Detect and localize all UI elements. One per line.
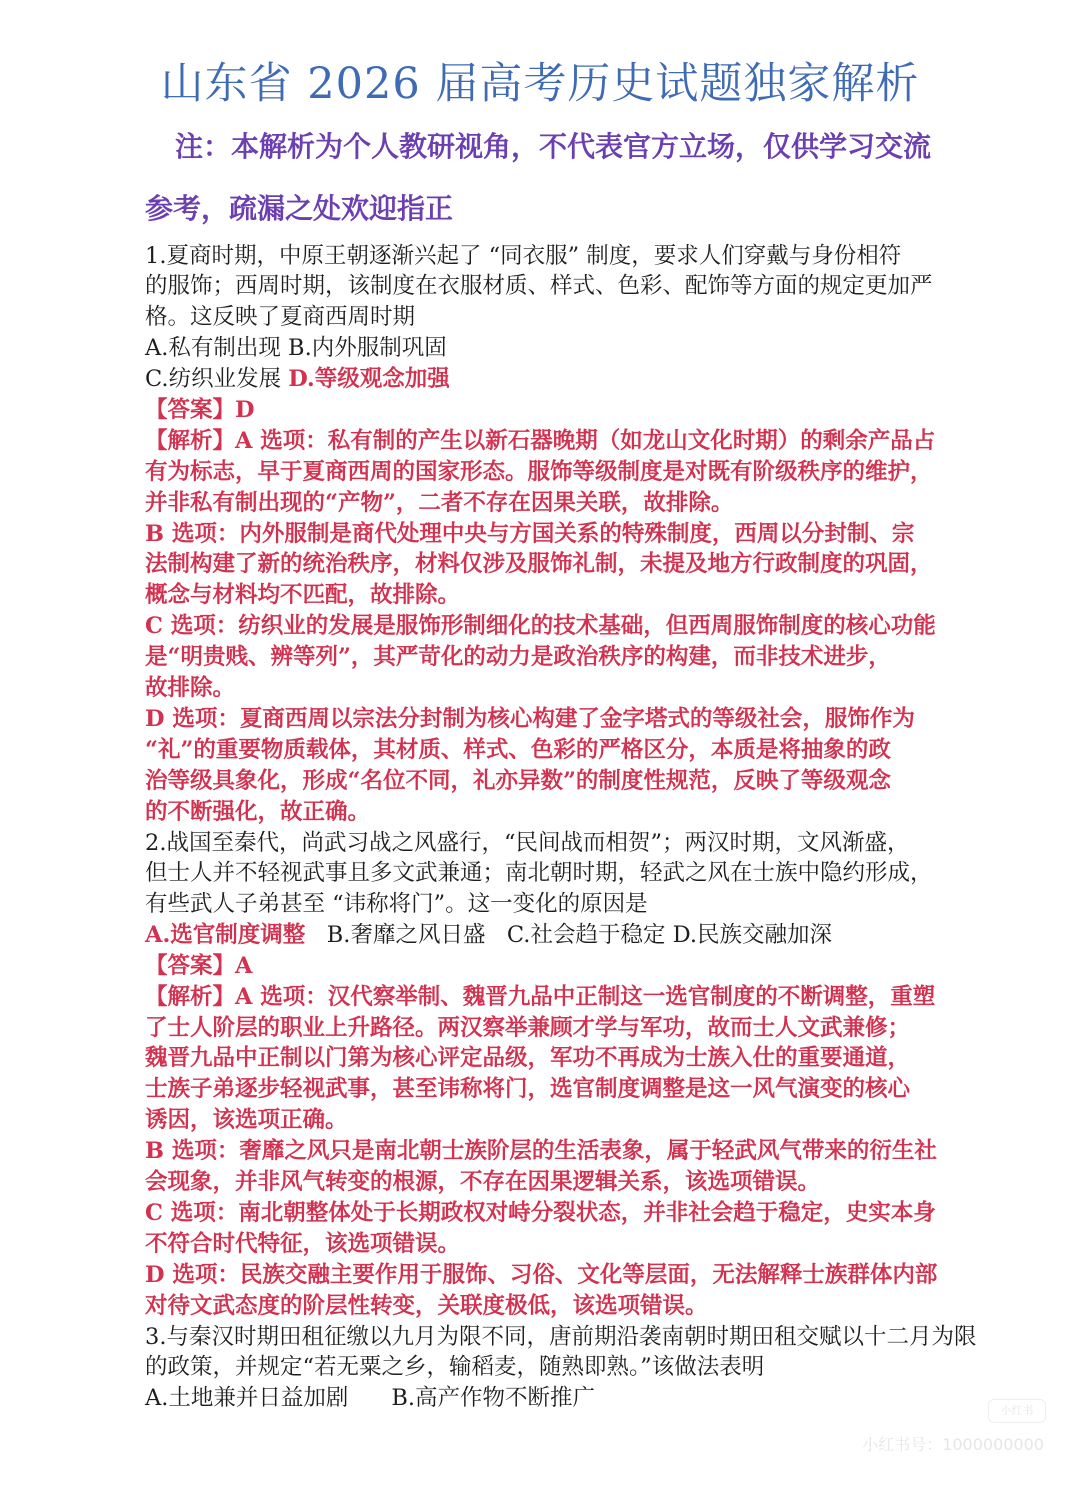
q2-analysis-line: 士族子弟逐步轻视武事，甚至讳称将门，选官制度调整是这一风气演变的核心 bbox=[145, 1076, 911, 1102]
q1-analysis-line: 概念与材料均不匹配，故排除。 bbox=[145, 582, 461, 608]
q2-analysis-line: 不符合时代特征，该选项错误。 bbox=[145, 1231, 461, 1257]
q2-analysis-line: D 选项：民族交融主要作用于服饰、习俗、文化等层面，无法解释士族群体内部 bbox=[145, 1262, 938, 1288]
q1-analysis-line: 有为标志，早于夏商西周的国家形态。服饰等级制度是对既有阶级秩序的维护， bbox=[145, 459, 933, 485]
q1-options-cd bbox=[145, 364, 975, 394]
q2-analysis-line: B 选项：奢靡之风只是南北朝士族阶层的生活表象，属于轻武风气带来的衍生社 bbox=[145, 1138, 937, 1164]
q1-analysis-line: 的不断强化，故正确。 bbox=[145, 799, 371, 825]
q1-analysis-line: 是“明贵贱、辨等列”，其严苛化的动力是政治秩序的构建，而非技术进步， bbox=[145, 644, 891, 670]
q1-stem-line: 格。这反映了夏商西周时期 bbox=[145, 304, 416, 330]
q1-analysis-line: 【解析】A 选项：私有制的产生以新石器晚期（如龙山文化时期）的剩余产品占 bbox=[145, 428, 936, 454]
q2-analysis-line: 对待文武态度的阶层性转变，关联度极低，该选项错误。 bbox=[145, 1293, 708, 1319]
q1-options-ab: A.私有制出现 B.内外服制巩固 bbox=[145, 335, 447, 361]
q1-stem-line: 的服饰；西周时期，该制度在衣服材质、样式、色彩、配饰等方面的规定更加严 bbox=[145, 273, 933, 299]
watermark-logo: 小红书 bbox=[988, 1399, 1046, 1423]
q2-analysis-line: 会现象，并非风气转变的根源，不存在因果逻辑关系，该选项错误。 bbox=[145, 1169, 821, 1195]
q1-analysis-line: 法制构建了新的统治秩序，材料仅涉及服饰礼制，未提及地方行政制度的巩固， bbox=[145, 551, 933, 577]
q2-analysis-line: 【解析】A 选项：汉代察举制、魏晋九品中正制这一选官制度的不断调整，重塑 bbox=[145, 984, 936, 1010]
disclaimer-note-line-2: 参考，疏漏之处欢迎指正 bbox=[145, 192, 454, 225]
q3-stem-line: 的政策，并规定“若无粟之乡，输稻麦，随熟即熟。”该做法表明 bbox=[145, 1354, 765, 1380]
q1-answer: 【答案】D bbox=[145, 397, 255, 423]
page-title: 山东省 2026 届高考历史试题独家解析 bbox=[160, 59, 920, 109]
q2-analysis-line: 诱因，该选项正确。 bbox=[145, 1107, 348, 1133]
q1-analysis-line: “礼”的重要物质载体，其材质、样式、色彩的严格区分，本质是将抽象的政 bbox=[145, 737, 891, 763]
q2-option-a-correct: A.选官制度调整 bbox=[145, 922, 306, 948]
watermark-text: 小红书号：1000000000 bbox=[862, 1435, 1044, 1454]
q2-analysis-line: 魏晋九品中正制以门第为核心评定品级，军功不再成为士族入仕的重要通道， bbox=[145, 1045, 911, 1071]
q1-option-c: C.纺织业发展 bbox=[145, 366, 289, 392]
q2-analysis-line: 了士人阶层的职业上升路径。两汉察举兼顾才学与军功，故而士人文武兼修； bbox=[145, 1015, 911, 1041]
q2-answer: 【答案】A bbox=[145, 953, 253, 979]
q1-analysis-line: 并非私有制出现的“产物”，二者不存在因果关联，故排除。 bbox=[145, 490, 734, 516]
q3-stem-line: 3.与秦汉时期田租征缴以九月为限不同，唐前期沿袭南朝时期田租交赋以十二月为限 bbox=[145, 1324, 977, 1350]
q2-stem-line: 2.战国至秦代，尚武习战之风盛行，“民间战而相贺”；两汉时期，文风渐盛， bbox=[145, 830, 910, 856]
q1-stem-line: 1.夏商时期，中原王朝逐渐兴起了 “同衣服” 制度，要求人们穿戴与身份相符 bbox=[145, 243, 902, 269]
q2-options-bcd: B.奢靡之风日盛 C.社会趋于稳定 D.民族交融加深 bbox=[305, 922, 833, 948]
q2-stem-line: 但士人并不轻视武事且多文武兼通；南北朝时期，轻武之风在士族中隐约形成， bbox=[145, 860, 933, 886]
q2-stem-line: 有些武人子弟甚至 “讳称将门”。这一变化的原因是 bbox=[145, 891, 648, 917]
q1-analysis-line: C 选项：纺织业的发展是服饰形制细化的技术基础，但西周服饰制度的核心功能 bbox=[145, 613, 936, 639]
q2-options bbox=[145, 920, 975, 950]
q3-options-ab: A.土地兼并日益加剧 B.高产作物不断推广 bbox=[145, 1385, 596, 1411]
q1-analysis-line: 治等级具象化，形成“名位不同，礼亦异数”的制度性规范，反映了等级观念 bbox=[145, 768, 891, 794]
disclaimer-note-line-1: 注：本解析为个人教研视角，不代表官方立场，仅供学习交流 bbox=[175, 130, 932, 163]
q1-option-d-correct: D.等级观念加强 bbox=[288, 366, 450, 392]
q2-analysis-line: C 选项：南北朝整体处于长期政权对峙分裂状态，并非社会趋于稳定，史实本身 bbox=[145, 1200, 936, 1226]
q1-analysis-line: D 选项：夏商西周以宗法分封制为核心构建了金字塔式的等级社会，服饰作为 bbox=[145, 706, 915, 732]
q1-analysis-line: 故排除。 bbox=[145, 675, 236, 701]
q1-analysis-line: B 选项：内外服制是商代处理中央与方国关系的特殊制度，西周以分封制、宗 bbox=[145, 521, 915, 547]
